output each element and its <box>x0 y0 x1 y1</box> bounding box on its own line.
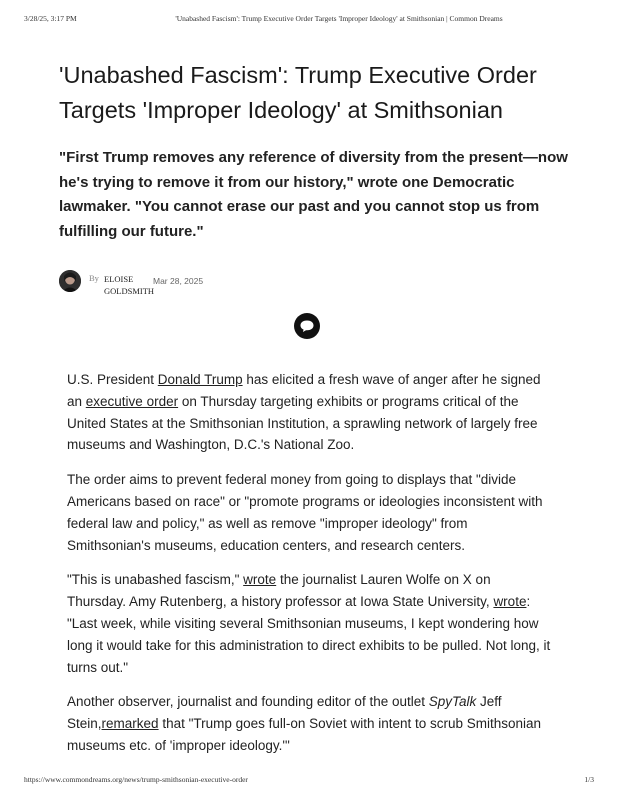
wrote-link-rutenberg[interactable]: wrote <box>493 594 527 610</box>
body-paragraph-1: U.S. President Donald Trump has elicited a fresh wave of anger after he signed an executive order on Thursday targeting exhibits or programs critical of the United States at the Smithsonian Institution, a sprawling network of largely free museums and Washington, D.C.'s National Zoo. <box>67 372 541 453</box>
remarked-link[interactable]: remarked <box>101 716 159 732</box>
print-datetime: 3/28/25, 3:17 PM <box>24 14 77 23</box>
donald-trump-link[interactable]: Donald Trump <box>157 372 243 387</box>
publish-date: Mar 28, 2025 <box>153 276 204 286</box>
body-paragraph-3: "This is unabashed fascism," wrote the journalist Lauren Wolfe on X on Thursday. Amy Rutenberg, a history professor at Iowa State University, wrote: "Last week, while visiting several Smithsonian museums, I kept wondering how long it would take for this administration to direct exhibits to be pulled. Not long, it turns out." <box>67 572 551 675</box>
byline <box>59 269 359 299</box>
person-icon <box>59 270 81 292</box>
body-paragraph-4: Another observer, journalist and founding editor of the outlet SpyTalk Jeff Stein,remarked that "Trump goes full-on Soviet with intent to scrub Smithsonian museums etc. of 'improper ideology.'" <box>67 694 542 753</box>
print-page-title: 'Unabashed Fascism': Trump Executive Order Targets 'Improper Ideology' at Smithsonian | Common Dreams <box>175 14 503 23</box>
executive-order-link[interactable]: executive order <box>85 393 179 409</box>
spytalk-title: SpyTalk <box>428 694 477 710</box>
article-body <box>67 369 553 770</box>
author-link[interactable]: ELOISE GOLDSMITH <box>104 274 155 296</box>
comments-button[interactable] <box>294 313 320 339</box>
author-avatar[interactable] <box>59 270 81 292</box>
body-paragraph-2: The order aims to prevent federal money from going to displays that "divide Americans based on race" or "promote programs or ideologies inconsistent with federal law and policy," as well as remove "improper ideology" from Smithsonian's museums, education centers, and research centers. <box>67 472 543 553</box>
speech-bubble-icon <box>294 313 320 339</box>
wrote-link-wolfe[interactable]: wrote <box>243 572 277 588</box>
article-headline: 'Unabashed Fascism': Trump Executive Order Targets 'Improper Ideology' at Smithsonian <box>59 62 537 123</box>
by-label: By <box>89 273 99 283</box>
page-number: 1/3 <box>584 775 594 784</box>
article-dek: "First Trump removes any reference of diversity from the present—now he's trying to remove it from our history," wrote one Democratic lawmaker. "You cannot erase our past and you cannot stop us from fulfilling our future." <box>59 149 568 240</box>
print-url: https://www.commondreams.org/news/trump-smithsonian-executive-order <box>24 775 248 784</box>
